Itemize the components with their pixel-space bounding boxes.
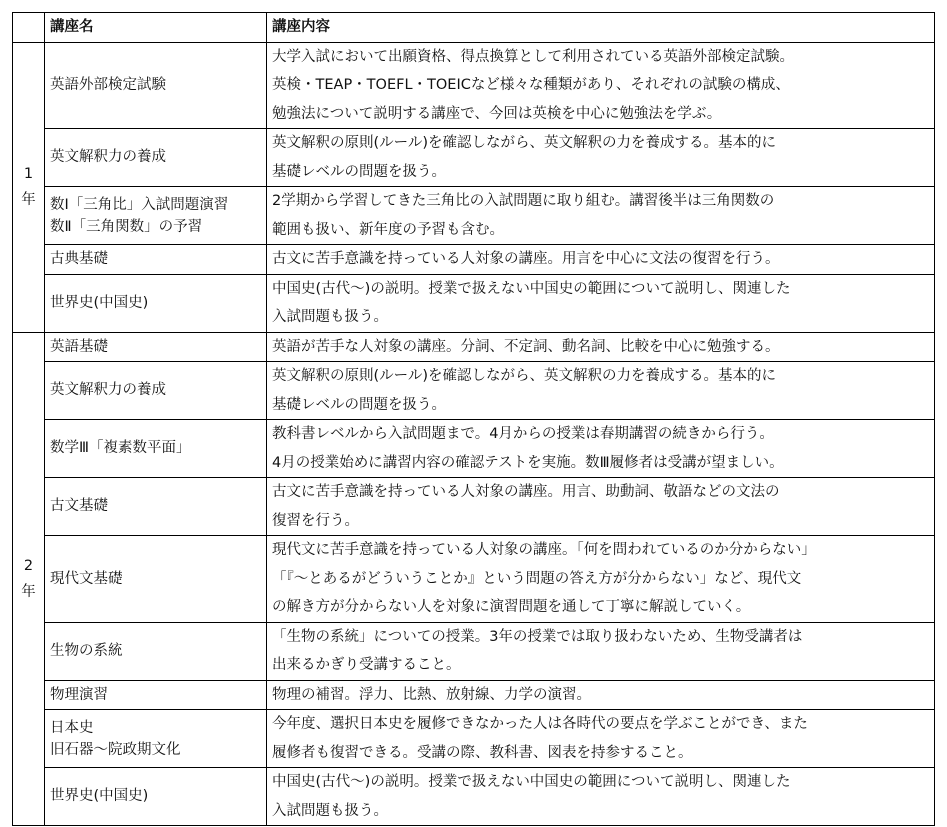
course-content-line: 中国史(古代～)の説明。授業で扱えない中国史の範囲について説明し、関連した [272, 774, 791, 790]
course-content [267, 680, 935, 710]
course-table [12, 12, 935, 826]
course-content-line: 今年度、選択日本史を履修できなかった人は各時代の要点を学ぶことができ、また [272, 716, 808, 732]
course-row [13, 362, 935, 420]
course-name [45, 362, 267, 420]
course-name-line: 世界史(中国史) [50, 294, 149, 311]
course-content-line: 古文に苦手意識を持っている人対象の講座。用言、助動詞、敬語などの文法の [272, 484, 780, 500]
course-row [13, 332, 935, 362]
course-row [13, 42, 935, 129]
course-name-line: 英語外部検定試験 [50, 77, 166, 93]
course-name [45, 187, 267, 245]
course-name [45, 420, 267, 478]
course-content-line: 「『～とあるがどういうことか』という問題の答え方が分からない」など、現代文 [272, 570, 802, 587]
course-name [45, 710, 267, 768]
course-name-line: 日本史 [50, 719, 94, 736]
course-name-line: 英文解釈力の養成 [50, 382, 166, 399]
course-content [267, 710, 935, 768]
year-label-text: 年 [21, 583, 36, 600]
course-row [13, 768, 935, 826]
course-content [267, 129, 935, 187]
header-year [13, 13, 45, 43]
course-content-line: 入試問題も扱う。 [272, 309, 388, 325]
course-content-line: 基礎レベルの問題を扱う。 [272, 163, 446, 180]
course-content [267, 274, 935, 332]
year-label [13, 42, 45, 332]
course-content-line: 古文に苦手意識を持っている人対象の講座。用言を中心に文法の復習を行う。 [272, 251, 780, 267]
course-name-line: 古文基礎 [50, 498, 108, 515]
course-content-line: 履修者も復習できる。受講の際、教科書、図表を持参すること。 [272, 744, 693, 761]
course-row [13, 680, 935, 710]
year-label-text: 2 [23, 557, 34, 574]
course-name [45, 536, 267, 623]
course-content-line: 中国史(古代～)の説明。授業で扱えない中国史の範囲について説明し、関連した [272, 280, 791, 297]
course-name [45, 622, 267, 680]
course-row [13, 536, 935, 623]
course-content-line: 2学期から学習してきた三角比の入試問題に取り組む。講習後半は三角関数の [272, 193, 775, 209]
course-name-line: 英語基礎 [50, 338, 108, 355]
course-row [13, 420, 935, 478]
year-label-text: 1 [23, 166, 34, 182]
course-name-line: 数Ⅰ「三角比」入試問題演習 [50, 196, 229, 213]
course-content-line: 復習を行う。 [272, 512, 359, 529]
course-content-line: 物理の補習。浮力、比熱、放射線、力学の演習。 [272, 686, 591, 703]
course-content-line: 勉強法について説明する講座で、今回は英検を中心に勉強法を学ぶ。 [272, 105, 722, 122]
course-name [45, 245, 267, 275]
course-name-line: 物理演習 [50, 686, 108, 703]
course-table-body [13, 13, 935, 826]
course-content [267, 478, 935, 536]
header-row [13, 13, 935, 43]
course-name [45, 680, 267, 710]
course-content-line: 基礎レベルの問題を扱う。 [272, 396, 446, 413]
course-name [45, 274, 267, 332]
course-name [45, 42, 267, 129]
course-name [45, 768, 267, 826]
course-content-line: 現代文に苦手意識を持っている人対象の講座。「何を問われているのか分からない」 [272, 542, 816, 558]
year-label-text: 年 [21, 192, 36, 208]
course-content [267, 362, 935, 420]
course-name-line: 数学Ⅲ「複素数平面」 [50, 440, 191, 457]
course-content [267, 768, 935, 826]
course-content [267, 420, 935, 478]
header-course-content: 講座内容 [267, 13, 935, 43]
course-name-line: 古典基礎 [50, 251, 108, 267]
course-content-line: 出来るかぎり受講すること。 [272, 657, 461, 673]
course-content-line: 英検・TEAP・TOEFL・TOEICなど様々な種類があり、それぞれの試験の構成、 [272, 77, 790, 93]
course-name [45, 478, 267, 536]
course-row [13, 478, 935, 536]
course-content-line: 4月の授業始めに講習内容の確認テストを実施。数Ⅲ履修者は受講が望ましい。 [272, 454, 784, 471]
course-name-line: 生物の系統 [50, 642, 123, 659]
course-content-line: 英語が苦手な人対象の講座。分詞、不定詞、動名詞、比較を中心に勉強する。 [272, 338, 780, 355]
course-content [267, 622, 935, 680]
course-content-line: 範囲も扱い、新年度の予習も含む。 [272, 221, 504, 238]
course-row [13, 245, 935, 275]
course-content-line: 大学入試において出願資格、得点換算として利用されている英語外部検定試験。 [272, 48, 794, 65]
course-row [13, 129, 935, 187]
course-row [13, 187, 935, 245]
course-content [267, 332, 935, 362]
course-name-line: 世界史(中国史) [50, 788, 149, 805]
course-content-line: 教科書レベルから入試問題まで。4月からの授業は春期講習の続きから行う。 [272, 426, 774, 442]
course-content-line: 英文解釈の原則(ルール)を確認しながら、英文解釈の力を養成する。基本的に [272, 135, 777, 151]
course-row [13, 274, 935, 332]
course-name [45, 332, 267, 362]
course-content-line: の解き方が分からない人を対象に演習問題を通して丁寧に解説していく。 [272, 599, 751, 615]
course-content [267, 536, 935, 623]
course-name-line: 旧石器～院政期文化 [50, 741, 181, 758]
course-name [45, 129, 267, 187]
course-content-line: 「生物の系統」についての授業。3年の授業では取り扱わないため、生物受講者は [272, 628, 803, 645]
course-name-line: 英文解釈力の養成 [50, 149, 166, 166]
year-label [13, 332, 45, 826]
course-content [267, 245, 935, 275]
course-row [13, 622, 935, 680]
course-name-line: 数Ⅱ「三角関数」の予習 [50, 218, 203, 235]
course-content-line: 英文解釈の原則(ルール)を確認しながら、英文解釈の力を養成する。基本的に [272, 368, 777, 384]
course-content [267, 42, 935, 129]
course-content [267, 187, 935, 245]
header-course-name: 講座名 [45, 13, 267, 43]
course-content-line: 入試問題も扱う。 [272, 802, 388, 819]
course-row [13, 710, 935, 768]
course-name-line: 現代文基礎 [50, 570, 123, 587]
